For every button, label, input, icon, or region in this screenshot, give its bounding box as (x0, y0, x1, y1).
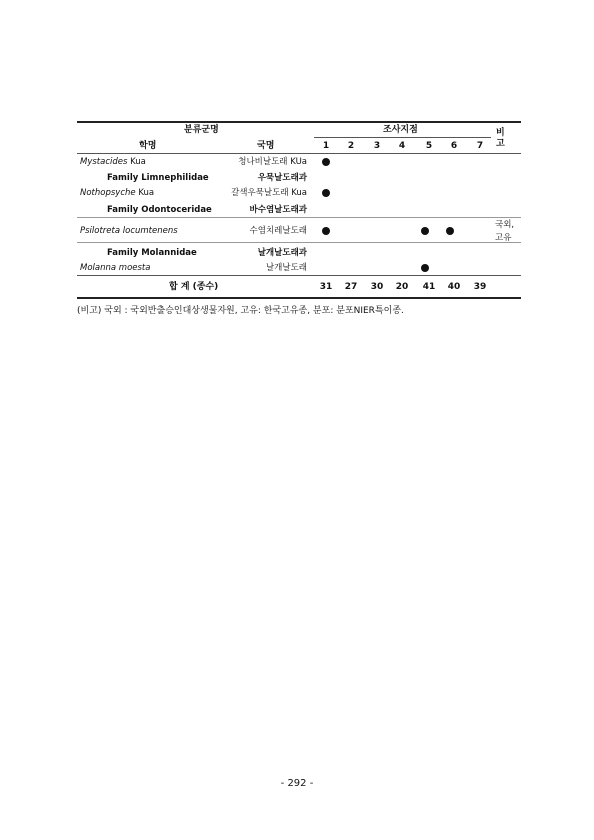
header-sites-title: 조사지점 (383, 125, 418, 135)
table-row-kor: 날개날도래 (265, 263, 307, 273)
header-site-1: 1 (322, 141, 330, 151)
family-row-sci: Family Odontoceridae (107, 205, 212, 215)
header-site-7: 7 (476, 141, 484, 151)
table-row-sci: Molanna moesta (80, 263, 151, 273)
header-remark-line2: 고 (496, 139, 505, 149)
presence-dot-site-1 (322, 189, 330, 197)
row-divider (77, 217, 521, 218)
total-site-7: 39 (473, 282, 487, 292)
presence-dot-site-1 (322, 158, 330, 166)
family-row-kor: 날개날도래과 (257, 248, 307, 258)
family-row-sci: Family Limnephilidae (107, 173, 209, 183)
header-sci-name: 학명 (139, 141, 157, 151)
total-site-2: 27 (344, 282, 358, 292)
total-site-3: 30 (370, 282, 384, 292)
table-row-kor: 갈색우묵날도래 Kua (231, 188, 307, 198)
remark-line1: 국외, (495, 220, 515, 230)
header-site-3: 3 (373, 141, 381, 151)
page-number: - 292 - (280, 778, 314, 789)
table-bottom-rule (77, 297, 521, 299)
family-row-sci: Family Molannidae (107, 248, 197, 258)
header-remark-line1: 비 (496, 128, 505, 138)
presence-dot-site-5 (421, 227, 429, 235)
total-top-rule (77, 275, 521, 276)
row-divider (77, 242, 521, 243)
total-label: 합 계 (종수) (169, 282, 219, 292)
table-row-kor: 수염치레날도래 (249, 226, 307, 236)
header-bottom-rule (77, 153, 521, 154)
presence-dot-site-5 (421, 264, 429, 272)
total-site-1: 31 (319, 282, 333, 292)
family-row-kor: 우묵날도래과 (257, 173, 307, 183)
table-row-sci: Nothopsyche Kua (80, 188, 155, 198)
total-site-4: 20 (395, 282, 409, 292)
header-taxon-group: 분류군명 (184, 125, 219, 135)
header-site-6: 6 (450, 141, 458, 151)
remark-line2: 고유 (495, 233, 512, 243)
presence-dot-site-1 (322, 227, 330, 235)
table-footnote: (비고) 국외 : 국외반출승인대상생물자원, 고유: 한국고유종, 분포: 분포NIER특이종. (77, 306, 404, 316)
table-row-kor: 청나비날도래 KUa (238, 157, 307, 167)
presence-dot-site-6 (446, 227, 454, 235)
header-site-4: 4 (398, 141, 406, 151)
sites-header-rule (314, 137, 491, 138)
family-row-kor: 바수염날도래과 (249, 205, 307, 215)
header-kor-name: 국명 (257, 141, 275, 151)
header-site-5: 5 (425, 141, 433, 151)
table-row-sci: Psilotreta locumtenens (80, 226, 178, 236)
table-top-rule (77, 121, 521, 123)
header-site-2: 2 (347, 141, 355, 151)
total-site-5: 41 (422, 282, 436, 292)
table-row-sci: Mystacides Kua (80, 157, 146, 167)
total-site-6: 40 (447, 282, 461, 292)
